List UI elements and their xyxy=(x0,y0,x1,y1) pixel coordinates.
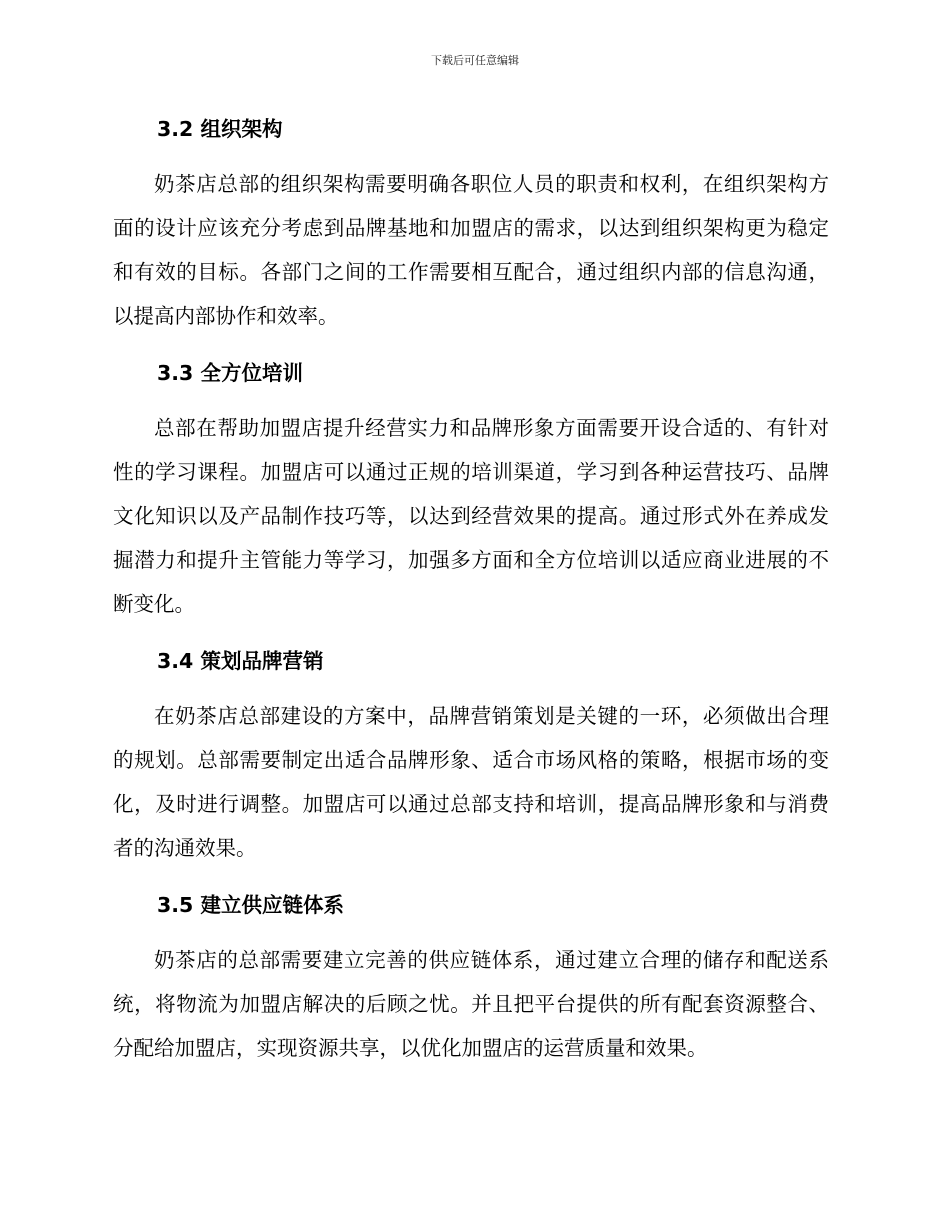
section-heading-3-2: 3.2 组织架构 xyxy=(157,117,283,141)
section-heading-3-5: 3.5 建立供应链体系 xyxy=(157,893,344,917)
section-heading-3-3: 3.3 全方位培训 xyxy=(157,361,303,385)
section-paragraph-3-2: 奶茶店总部的组织架构需要明确各职位人员的职责和权利，在组织架构方面的设计应该充分考虑到品牌基地和加盟店的需求，以达到组织架构更为稳定和有效的目标。各部门之间的工作需要相互配合，通过组织内部的信息沟通，以提高内部协作和效率。 xyxy=(113,172,829,328)
section-heading-3-4: 3.4 策划品牌营销 xyxy=(157,649,324,673)
section-paragraph-3-3: 总部在帮助加盟店提升经营实力和品牌形象方面需要开设合适的、有针对性的学习课程。加盟店可以通过正规的培训渠道，学习到各种运营技巧、品牌文化知识以及产品制作技巧等，以达到经营效果的提高。通过形式外在养成发掘潜力和提升主管能力等学习，加强多方面和全方位培训以适应商业进展的不断变化。 xyxy=(113,416,829,616)
section-paragraph-3-5: 奶茶店的总部需要建立完善的供应链体系，通过建立合理的储存和配送系统，将物流为加盟店解决的后顾之忧。并且把平台提供的所有配套资源整合、分配给加盟店，实现资源共享，以优化加盟店的运营质量和效果。 xyxy=(113,948,829,1060)
page-header: 下载后可任意编辑 xyxy=(431,54,519,67)
document-body xyxy=(113,110,829,1070)
section-paragraph-3-4: 在奶茶店总部建设的方案中，品牌营销策划是关键的一环，必须做出合理的规划。总部需要制定出适合品牌形象、适合市场风格的策略，根据市场的变化，及时进行调整。加盟店可以通过总部支持和培训，提高品牌形象和与消费者的沟通效果。 xyxy=(113,704,829,860)
